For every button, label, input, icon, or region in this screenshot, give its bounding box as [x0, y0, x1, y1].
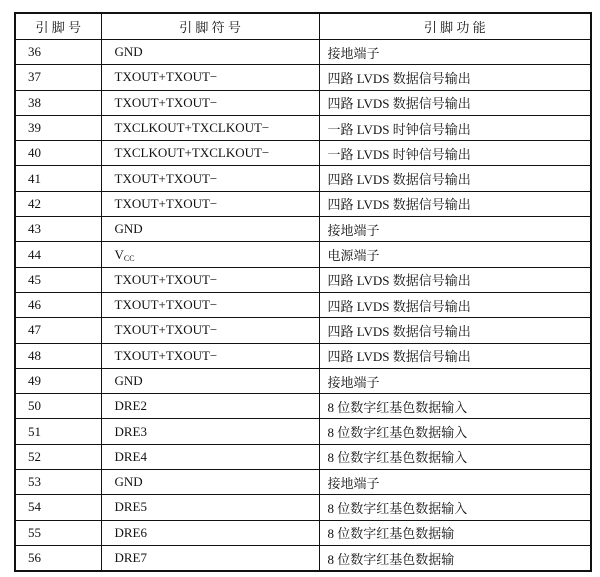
pin-function-cell: 8 位数字红基色数据输入 [319, 495, 591, 520]
pin-symbol-text: DRE2 [114, 398, 147, 414]
pin-symbol-cell [101, 545, 319, 571]
pin-function-cell: 四路 LVDS 数据信号输出 [319, 267, 591, 292]
pin-number-cell: 36 [15, 40, 101, 65]
pin-function-cell: 一路 LVDS 时钟信号输出 [319, 115, 591, 140]
table-row [15, 368, 591, 393]
pin-symbol-cell [101, 292, 319, 317]
table-row [15, 520, 591, 545]
pin-symbol-text: TXOUT+TXOUT− [114, 347, 218, 363]
pin-symbol-text: V [114, 246, 124, 262]
pin-symbol-text: TXCLKOUT+TXCLKOUT− [114, 120, 270, 136]
pin-symbol-text: TXOUT+TXOUT− [114, 195, 218, 211]
pin-symbol-cell [101, 90, 319, 115]
table-row [15, 141, 591, 166]
table-row [15, 166, 591, 191]
table-row [15, 394, 591, 419]
pin-number-cell: 49 [15, 368, 101, 393]
table-row [15, 65, 591, 90]
pin-number-cell: 48 [15, 343, 101, 368]
pin-symbol-cell [101, 419, 319, 444]
table-row [15, 470, 591, 495]
pin-symbol-cell [101, 267, 319, 292]
header-pin-function: 引 脚 功 能 [319, 13, 591, 40]
pin-number-cell: 46 [15, 292, 101, 317]
pin-symbol-cell [101, 217, 319, 242]
pin-symbol-cell [101, 242, 319, 267]
pin-symbol-text: DRE3 [114, 423, 147, 439]
pin-symbol-cell [101, 444, 319, 469]
table-row [15, 267, 591, 292]
pin-function-cell: 8 位数字红基色数据输 [319, 520, 591, 545]
pin-number-cell: 45 [15, 267, 101, 292]
table-row [15, 242, 591, 267]
header-pin-symbol: 引 脚 符 号 [101, 13, 319, 40]
pin-number-cell: 47 [15, 318, 101, 343]
pin-number-cell: 54 [15, 495, 101, 520]
table-row [15, 115, 591, 140]
pin-number-cell: 41 [15, 166, 101, 191]
pin-function-cell: 8 位数字红基色数据输入 [319, 444, 591, 469]
pin-symbol-text: TXOUT+TXOUT− [114, 297, 218, 313]
pin-symbol-text: GND [114, 474, 143, 490]
table-row [15, 318, 591, 343]
pin-symbol-text: TXOUT+TXOUT− [114, 170, 218, 186]
pin-symbol-cell [101, 368, 319, 393]
pin-symbol-cell [101, 141, 319, 166]
pin-symbol-cell [101, 166, 319, 191]
pin-symbol-text: TXOUT+TXOUT− [114, 271, 218, 287]
header-row [15, 13, 591, 40]
pin-function-cell: 接地端子 [319, 470, 591, 495]
pin-symbol-text: DRE6 [114, 524, 147, 540]
pin-function-cell: 电源端子 [319, 242, 591, 267]
pin-symbol-text: GND [114, 373, 143, 388]
pin-function-cell: 四路 LVDS 数据信号输出 [319, 343, 591, 368]
table-row [15, 444, 591, 469]
table-row [15, 419, 591, 444]
pin-symbol-text: GND [114, 221, 143, 237]
pin-function-cell: 四路 LVDS 数据信号输出 [319, 318, 591, 343]
pin-symbol-subscript: CC [123, 253, 135, 263]
pin-number-cell: 44 [15, 242, 101, 267]
pin-number-cell: 40 [15, 141, 101, 166]
pin-function-cell: 四路 LVDS 数据信号输出 [319, 166, 591, 191]
table-row [15, 90, 591, 115]
pin-symbol-cell [101, 191, 319, 216]
table-row [15, 292, 591, 317]
table-row [15, 545, 591, 571]
pin-symbol-cell [101, 318, 319, 343]
pin-symbol-text: GND [114, 44, 143, 60]
pin-number-cell: 56 [15, 545, 101, 571]
pin-number-cell: 53 [15, 470, 101, 495]
pin-symbol-cell [101, 343, 319, 368]
pin-number-cell: 38 [15, 90, 101, 115]
pin-symbol-cell [101, 40, 319, 65]
pin-symbol-cell [101, 470, 319, 495]
pin-function-cell: 四路 LVDS 数据信号输出 [319, 292, 591, 317]
pin-symbol-text: TXOUT+TXOUT− [114, 69, 218, 85]
table-body [15, 40, 591, 572]
pin-number-cell: 43 [15, 217, 101, 242]
pin-function-cell: 接地端子 [319, 368, 591, 393]
pin-symbol-cell [101, 115, 319, 140]
pin-number-cell: 39 [15, 115, 101, 140]
pin-function-cell: 接地端子 [319, 217, 591, 242]
pin-symbol-cell [101, 65, 319, 90]
pin-function-cell: 四路 LVDS 数据信号输出 [319, 191, 591, 216]
table-row [15, 191, 591, 216]
pin-function-cell: 接地端子 [319, 40, 591, 65]
pin-number-cell: 52 [15, 444, 101, 469]
pin-number-cell: 51 [15, 419, 101, 444]
pin-function-cell: 四路 LVDS 数据信号输出 [319, 90, 591, 115]
pin-function-cell: 四路 LVDS 数据信号输出 [319, 65, 591, 90]
pin-function-cell: 8 位数字红基色数据输入 [319, 419, 591, 444]
pin-number-cell: 50 [15, 394, 101, 419]
pin-symbol-text: DRE4 [114, 448, 147, 464]
pin-symbol-cell [101, 394, 319, 419]
pin-symbol-cell [101, 520, 319, 545]
pin-number-cell: 42 [15, 191, 101, 216]
table-row [15, 40, 591, 65]
pin-symbol-text: TXOUT+TXOUT− [114, 94, 218, 110]
pin-function-cell: 一路 LVDS 时钟信号输出 [319, 141, 591, 166]
table-row [15, 343, 591, 368]
pin-number-cell: 55 [15, 520, 101, 545]
pin-symbol-cell [101, 495, 319, 520]
pin-symbol-text: DRE7 [114, 550, 147, 566]
table-row [15, 217, 591, 242]
pin-symbol-text: TXOUT+TXOUT− [114, 322, 218, 338]
pin-number-cell: 37 [15, 65, 101, 90]
table-row [15, 495, 591, 520]
header-pin-number: 引 脚 号 [15, 13, 101, 40]
pin-function-cell: 8 位数字红基色数据输 [319, 545, 591, 571]
table-header [15, 13, 591, 40]
pin-symbol-text: TXCLKOUT+TXCLKOUT− [114, 145, 270, 161]
pin-symbol-text: DRE5 [114, 499, 147, 515]
pin-assignment-table [14, 12, 592, 572]
pin-function-cell: 8 位数字红基色数据输入 [319, 394, 591, 419]
